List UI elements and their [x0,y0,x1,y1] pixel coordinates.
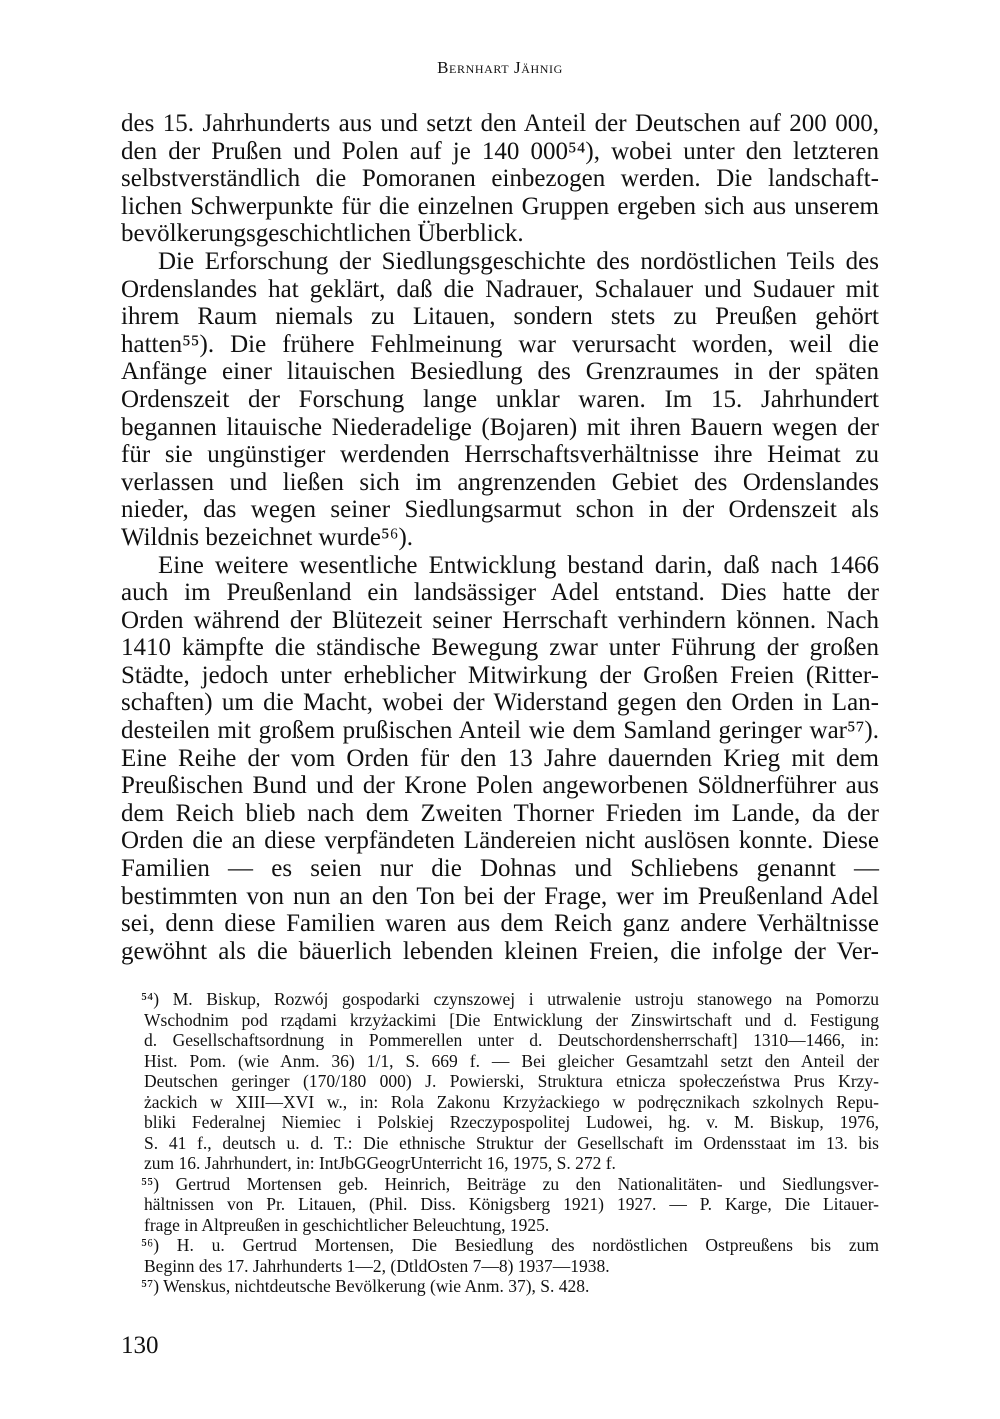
footnote-line: bliki Federalnej Niemiec i Polskiej Rzeczypospolitej Ludowei, hg. v. M. Biskup, 1976, [144,1112,879,1132]
footnote-line: ⁵⁶) H. u. Gertrud Mortensen, Die Besiedlung des nordöstlichen Ostpreußens bis zum [141,1235,879,1255]
body-line: bestimmten von nun an den Ton bei der Frage, wer im Preußenland Adel [121,882,879,910]
body-line: dem Reich blieb nach dem Zweiten Thorner Frieden im Lande, da der [121,799,879,827]
footnote-line: frage in Altpreußen in geschichtlicher Beleuchtung, 1925. [144,1214,550,1235]
body-line: Wildnis bezeichnet wurde⁵⁶). [121,523,414,551]
body-line: den der Prußen und Polen auf je 140 000⁵⁴), wobei unter den letzteren [121,137,879,165]
footnote-line: ⁵⁵) Gertrud Mortensen geb. Heinrich, Beiträge zu den Nationalitäten- und Siedlungsver- [141,1173,879,1194]
body-line: des 15. Jahrhunderts aus und setzt den Anteil der Deutschen auf 200 000, [121,110,879,137]
body-line: ihrem Raum niemals zu Litauen, sondern stets zu Preußen gehört [121,303,879,331]
body-text [121,110,879,965]
body-line: begannen litauische Niederadelige (Bojaren) mit ihren Bauern wegen der [121,413,879,441]
body-line: schaften) um die Macht, wobei der Widerstand gegen den Orden in Lan- [121,689,879,717]
body-line: Die Erforschung der Siedlungsgeschichte des nordöstlichen Teils des [158,247,879,275]
footnote-line: d. Gesellschaftsordnung in Pommerellen unter d. Deutschordensherrschaft] 1310—1466, in: [144,1030,879,1050]
body-line: 1410 kämpfte die ständische Bewegung zwar unter Führung der großen [121,634,879,662]
footnote-line: zum 16. Jahrhundert, in: IntJbGGeogrUnterricht 16, 1975, S. 272 f. [144,1153,616,1173]
body-line: desteilen mit großem prußischen Anteil wie dem Samland geringer war⁵⁷). [121,717,879,745]
footnote-line: ⁵⁷) Wenskus, nichtdeutsche Bevölkerung (wie Anm. 37), S. 428. [141,1276,590,1296]
footnote-line: Beginn des 17. Jahrhunderts 1—2, (DtldOsten 7—8) 1937—1938. [144,1255,610,1276]
footnote-line: Hist. Pom. (wie Anm. 36) 1/1, S. 669 f. — Bei gleicher Gesamtzahl setzt den Anteil der [144,1050,879,1071]
footnote-line: Deutschen geringer (170/180 000) J. Powierski, Struktura etnicza społeczeństwa Prus Krzy- [144,1071,879,1091]
body-line: Anfänge einer litauischen Besiedlung des Grenzraumes in der späten [121,358,879,386]
body-line: bevölkerungsgeschichtlichen Überblick. [121,220,524,248]
body-line: Eine weitere wesentliche Entwicklung bestand darin, daß nach 1466 [158,551,879,579]
body-line: Ordenszeit der Forschung lange unklar waren. Im 15. Jahrhundert [121,385,879,413]
body-line: Ordenslandes hat geklärt, daß die Nadrauer, Schalauer und Sudauer mit [121,275,879,303]
body-line: Preußischen Bund und der Krone Polen angeworbenen Söldnerführer aus [121,772,879,800]
body-line: nieder, das wegen seiner Siedlungsarmut schon in der Ordenszeit als [121,496,879,524]
body-line: lichen Schwerpunkte für die einzelnen Gruppen ergeben sich aus unserem [121,192,879,220]
body-line: sei, denn diese Familien waren aus dem Reich ganz andere Verhältnisse [121,910,879,938]
body-line: für sie ungünstiger werdenden Herrschaftsverhältnisse ihre Heimat zu [121,441,879,469]
footnote-line: Wschodnim pod rządami krzyżackimi [Die Entwicklung der Zinswirtschaft und d. Festigung [144,1009,879,1030]
footnotes [141,989,879,1297]
body-line: gewöhnt als die bäuerlich lebenden kleinen Freien, die infolge der Ver- [121,937,879,965]
body-line: Familien — es seien nur die Dohnas und Schliebens genannt — [121,855,879,883]
body-line: Städte, jedoch unter erheblicher Mitwirkung der Großen Freien (Ritter- [121,661,879,689]
footnote-line: S. 41 f., deutsch u. d. T.: Die ethnische Struktur der Gesellschaft im Ordensstaat im 13. bis [144,1132,879,1153]
body-line: verlassen und ließen sich im angrenzenden Gebiet des Ordenslandes [121,468,879,496]
body-line: auch im Preußenland ein landsässiger Adel entstand. Dies hatte der [121,579,879,607]
running-head: Bernhart Jähnig [437,58,563,77]
body-line: Orden während der Blütezeit seiner Herrschaft verhindern können. Nach [121,606,879,634]
body-line: Orden die an diese verpfändeten Ländereien nicht auslösen konnte. Diese [121,827,879,855]
body-line: Eine Reihe der vom Orden für den 13 Jahre dauernden Krieg mit dem [121,744,879,772]
body-line: selbstverständlich die Pomoranen einbezogen werden. Die landschaft- [121,165,879,193]
footnote-line: hältnissen von Pr. Litauen, (Phil. Diss. Königsberg 1921) 1927. — P. Karge, Die Litauer- [144,1194,879,1214]
body-line: hatten⁵⁵). Die frühere Fehlmeinung war verursacht worden, weil die [121,330,879,358]
footnote-line: ⁵⁴) M. Biskup, Rozwój gospodarki czynszowej i utrwalenie ustroju stanowego na Pomorzu [141,989,879,1009]
page-number: 130 [121,1332,159,1359]
footnote-line: żackich w XIII—XVI w., in: Rola Zakonu Krzyżackiego w podręcznikach szkolnych Repu- [144,1091,879,1112]
